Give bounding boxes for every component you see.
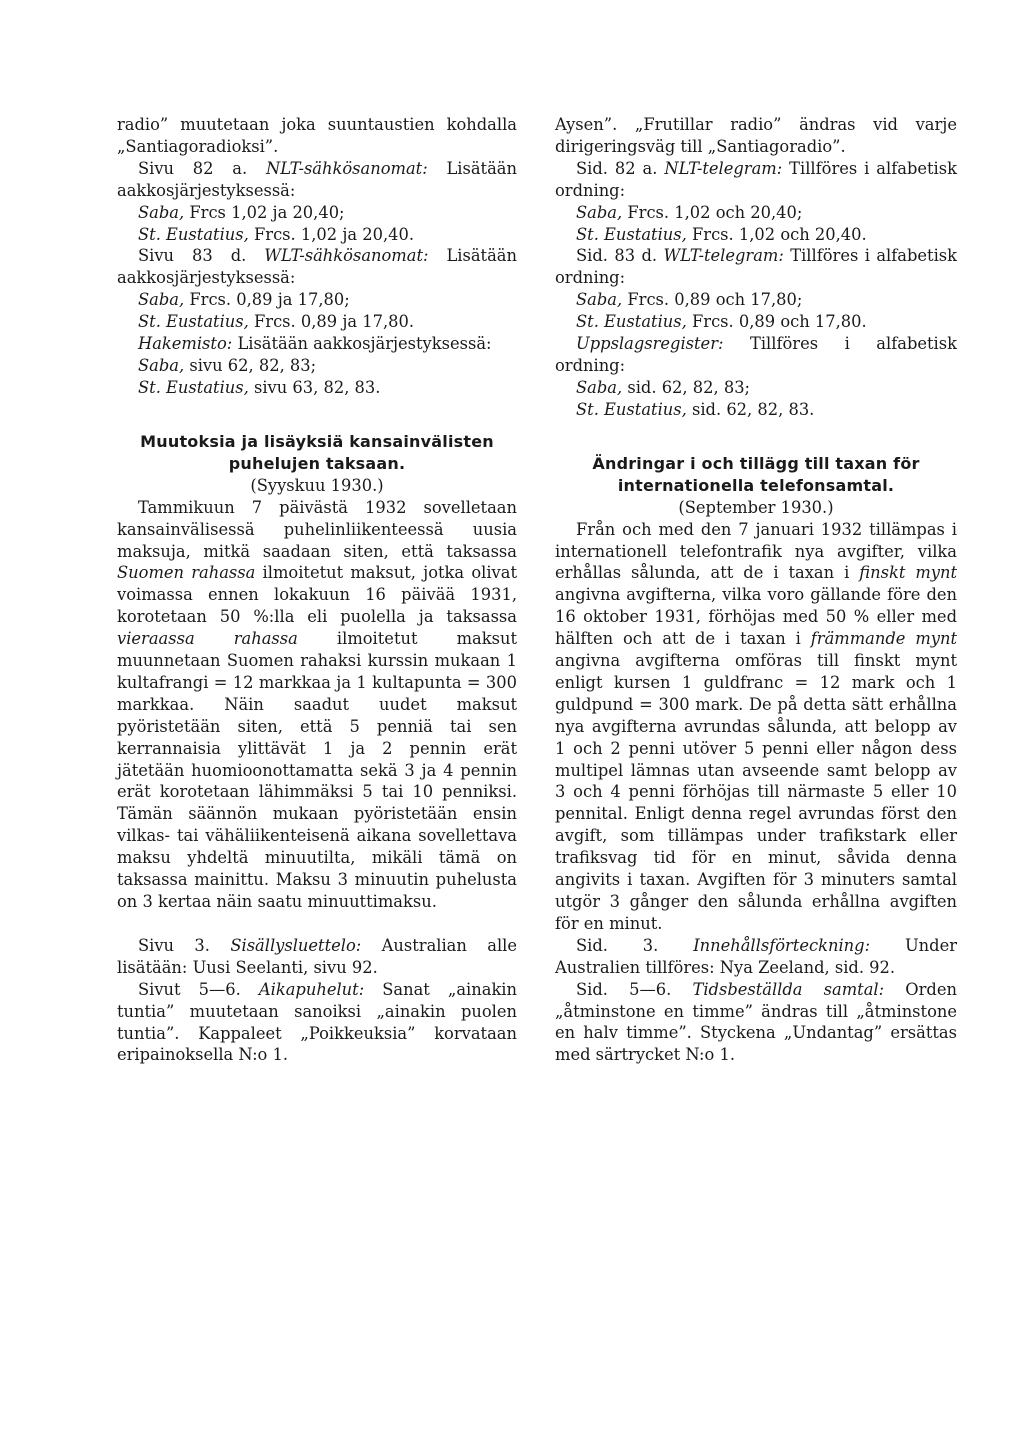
fi-sivu83-entry <box>117 245 517 289</box>
fi-body-part-2: Suomen rahassa <box>117 563 256 583</box>
finnish-column <box>117 114 517 1066</box>
fi-sivut56-prefix: Sivut 5—6. <box>138 979 241 999</box>
sv-body-part-4: främmande mynt <box>810 629 958 649</box>
fi-sivu3-label: Sisällysluettelo: <box>230 935 362 955</box>
sv-sid3-text: Under Australien tillföres: Nya Zeeland, sid. 92. <box>555 935 957 977</box>
fi-eustatius-1-name: St. Eustatius, <box>138 224 249 244</box>
sv-sid56-text: Orden „åtminstone en timme” ändras till „åtminstone en halv timme”. Styckena „Undantag” ersättas med särtrycket N:o 1. <box>555 979 957 1065</box>
fi-saba-3-value: sivu 62, 82, 83; <box>189 355 317 375</box>
sv-sid83-prefix: Sid. 83 d. <box>576 246 658 266</box>
fi-intro-paragraph: radio” muutetaan joka suuntaustien kohdalla „Santiagoradioksi”. <box>117 115 517 156</box>
sv-section-date: (September 1930.) <box>678 497 834 517</box>
fi-sivu3-text: Australian alle lisätään: Uusi Seelanti, sivu 92. <box>117 935 517 977</box>
sv-uppslagsregister-entry <box>555 333 957 377</box>
fi-eustatius-1 <box>117 224 517 246</box>
sv-sid82-label: NLT-telegram: <box>664 158 783 178</box>
fi-eustatius-3 <box>117 377 517 399</box>
fi-sivu82-text: Lisätään aakkosjärjestyksessä: <box>117 158 517 200</box>
sv-eustatius-3-name: St. Eustatius, <box>576 399 687 419</box>
sv-sid83-text: Tillföres i alfabetisk ordning: <box>555 246 957 288</box>
sv-saba-2-name: Saba, <box>576 290 623 310</box>
fi-body-part-3: ilmoitetut maksut, jotka olivat voimassa ennen lokakuun 16 päivää 1931, korotetaan 50 %:lla eli puolella ja taksassa <box>117 563 517 627</box>
sv-body-part-1: Från och med den 7 januari 1932 tillämpas i internationell telefontrafik nya avgifter, vilka erhållas sålunda, att de i taxan i <box>555 519 957 583</box>
sv-uppslagsregister-label: Uppslagsregister: <box>576 334 724 354</box>
fi-sivu83-prefix: Sivu 83 d. <box>138 246 247 266</box>
sv-sid83-entry <box>555 245 957 289</box>
fi-eustatius-2-name: St. Eustatius, <box>138 312 249 332</box>
sv-eustatius-2-name: St. Eustatius, <box>576 312 687 332</box>
fi-hakemisto-entry <box>117 333 517 355</box>
sv-body-part-3: angivna avgifterna, vilka voro gällande före den 16 oktober 1931, förhöjas med 50 % eller med hälften och att de i taxan i <box>555 585 957 649</box>
sv-sid3-label: Innehållsförteckning: <box>693 935 871 955</box>
sv-eustatius-3 <box>555 399 957 421</box>
sv-sid56-prefix: Sid. 5—6. <box>576 979 672 999</box>
sv-eustatius-2-value: Frcs. 0,89 och 17,80. <box>691 312 867 332</box>
sv-saba-1-value: Frcs. 1,02 och 20,40; <box>627 202 803 222</box>
fi-section-title: Muutoksia ja lisäyksiä kansainvälisten puhelujen taksaan. <box>140 431 494 473</box>
fi-body-paragraph <box>117 497 517 913</box>
sv-eustatius-1-value: Frcs. 1,02 och 20,40. <box>691 224 867 244</box>
fi-body-part-4: vieraassa rahassa <box>117 629 298 649</box>
fi-sivut56-label: Aikapuhelut: <box>258 979 365 999</box>
fi-eustatius-3-value: sivu 63, 82, 83. <box>253 377 381 397</box>
fi-eustatius-1-value: Frcs. 1,02 ja 20,40. <box>253 224 415 244</box>
sv-sid56-label: Tidsbeställda samtal: <box>692 979 885 999</box>
sv-intro-paragraph: Aysen”. „Frutillar radio” ändras vid varje dirigeringsväg till „Santiagoradio”. <box>555 115 957 156</box>
sv-saba-2 <box>555 289 957 311</box>
swedish-column <box>555 114 957 1066</box>
fi-body-part-5: ilmoitetut maksut muunnetaan Suomen rahaksi kurssin mukaan 1 kultafrangi = 12 markkaa ja 1 kultapunta = 300 markkaa. Näin saadut uudet maksut pyöristetään siten, että 5 penniä tai sen kerrannaisia ylittävät 1 ja 2 pennin erät jätetään huomioonottamatta sekä 3 ja 4 pennin erät korotetaan lähimmäksi 5 tai 10 penniksi. Tämän säännön mukaan pyöristetään ensin vilkas- tai vähäliikenteisenä aikana sovellettava maksu yhdeltä minuutilta, mikäli tämä on taksassa mainittu. Maksu 3 minuutin puhelusta on 3 kertaa näin saatu minuuttimaksu. <box>117 629 517 911</box>
fi-eustatius-3-name: St. Eustatius, <box>138 377 249 397</box>
sv-eustatius-3-value: sid. 62, 82, 83. <box>691 399 815 419</box>
sv-eustatius-1 <box>555 224 957 246</box>
fi-eustatius-2 <box>117 311 517 333</box>
fi-eustatius-2-value: Frcs. 0,89 ja 17,80. <box>253 312 415 332</box>
fi-saba-2 <box>117 289 517 311</box>
fi-sivu3-entry <box>117 935 517 979</box>
fi-saba-3 <box>117 355 517 377</box>
fi-hakemisto-label: Hakemisto: <box>138 334 233 354</box>
sv-body-part-2: finskt mynt <box>859 563 958 583</box>
fi-sivut56-entry <box>117 979 517 1067</box>
sv-sid3-entry <box>555 935 957 979</box>
sv-saba-2-value: Frcs. 0,89 och 17,80; <box>627 290 803 310</box>
fi-sivut56-text: Sanat „ainakin tuntia” muutetaan sanoiksi „ainakin puolen tuntia”. Kappaleet „Poikkeuksia” korvataan eripainoksella N:o 1. <box>117 979 517 1065</box>
sv-saba-3 <box>555 377 957 399</box>
sv-sid83-label: WLT-telegram: <box>663 246 784 266</box>
sv-saba-1-name: Saba, <box>576 202 623 222</box>
fi-sivu83-label: WLT-sähkösanomat: <box>264 246 429 266</box>
sv-body-part-5: angivna avgifterna omföras till finskt mynt enligt kursen 1 guldfranc = 12 mark och 1 guldpund = 300 mark. De på detta sätt erhållna nya avgifterna avrundas sålunda, att belopp av 1 och 2 penni utöver 5 penni eller någon dess multipel lämnas utan avseende samt belopp av 3 och 4 penni förhöjas till närmaste 5 eller 10 pennital. Enligt denna regel avrundas först den avgift, som tillämpas under trafikstark eller trafiksvag tid för en minut, såvida denna angivits i taxan. Avgiften för 3 minuters samtal utgör 3 gånger den sålunda erhållna avgiften för en minut. <box>555 651 957 933</box>
sv-saba-3-name: Saba, <box>576 377 623 397</box>
sv-uppslagsregister-text: Tillföres i alfabetisk ordning: <box>555 334 957 375</box>
fi-saba-3-name: Saba, <box>138 355 185 375</box>
fi-saba-1-name: Saba, <box>138 202 185 222</box>
fi-body-part-1: Tammikuun 7 päivästä 1932 sovelletaan kansainvälisessä puhelinliikenteessä uusia maksuja, mitkä saadaan siten, että taksassa <box>117 497 517 561</box>
sv-sid82-entry <box>555 158 957 202</box>
fi-sivu82-entry <box>117 158 517 202</box>
sv-section-title: Ändringar i och tillägg till taxan för internationella telefonsamtal. <box>592 453 920 495</box>
fi-saba-2-name: Saba, <box>138 290 185 310</box>
sv-saba-3-value: sid. 62, 82, 83; <box>627 377 751 397</box>
sv-saba-1 <box>555 202 957 224</box>
fi-sivu3-prefix: Sivu 3. <box>138 935 210 955</box>
fi-sivu82-label: NLT-sähkösanomat: <box>265 158 428 178</box>
sv-sid82-text: Tillföres i alfabetisk ordning: <box>555 158 957 200</box>
fi-saba-1-value: Frcs 1,02 ja 20,40; <box>189 202 345 222</box>
fi-sivu83-text: Lisätään aakkosjärjestyksessä: <box>117 246 517 288</box>
fi-sivu82-prefix: Sivu 82 a. <box>138 158 248 178</box>
sv-sid3-prefix: Sid. 3. <box>576 935 659 955</box>
sv-sid82-prefix: Sid. 82 a. <box>576 158 658 178</box>
sv-eustatius-1-name: St. Eustatius, <box>576 224 687 244</box>
fi-section-date: (Syyskuu 1930.) <box>250 475 384 495</box>
sv-eustatius-2 <box>555 311 957 333</box>
sv-sid56-entry <box>555 979 957 1067</box>
fi-saba-1 <box>117 202 517 224</box>
fi-saba-2-value: Frcs. 0,89 ja 17,80; <box>189 290 350 310</box>
sv-body-paragraph <box>555 519 957 935</box>
fi-hakemisto-text: Lisätään aakkosjärjestyksessä: <box>237 334 492 354</box>
